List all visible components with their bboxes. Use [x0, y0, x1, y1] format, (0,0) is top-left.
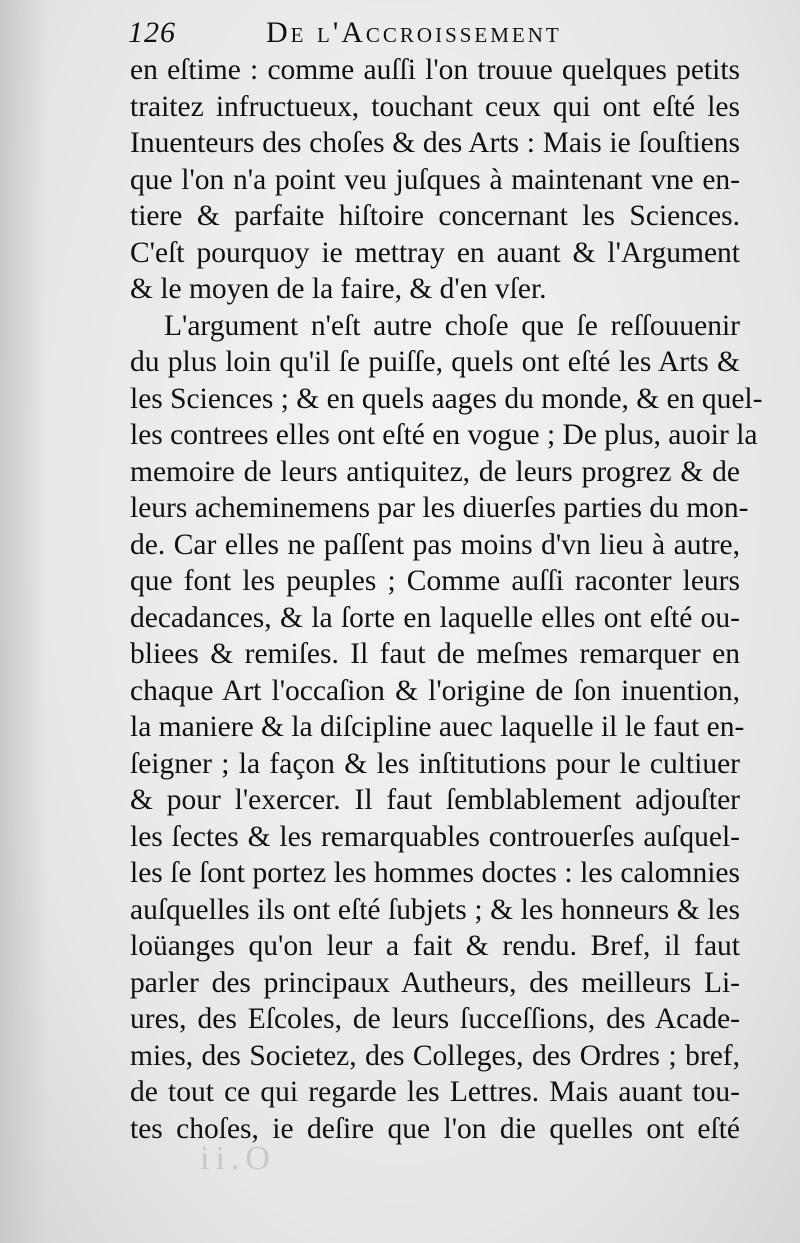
text-line: mies, des Societez, des Colleges, des Ordres ; bref, [130, 1039, 740, 1072]
text-line: traitez infructueux, touchant ceux qui ont eſté les [130, 90, 740, 123]
text-line: tes choſes, ie deſire que l'on die quelles ont eſté [130, 1112, 740, 1145]
text-line: que l'on n'a point veu juſques à maintenant vne en- [130, 163, 740, 196]
text-line: les contrees elles ont eſté en vogue ; De plus, auoir la [130, 419, 758, 451]
text-line: que font les peuples ; Comme auſſi raconter leurs [130, 565, 740, 597]
text-line: & pour l'exercer. Il faut ſemblablement adjouſter [130, 784, 740, 816]
text-line: la maniere & la diſcipline auec laquelle il le faut en- [130, 711, 745, 743]
text-line: chaque Art l'occaſion & l'origine de ſon inuention, [130, 674, 740, 707]
body-text [130, 52, 763, 1147]
text-line: ures, des Eſcoles, de leurs ſucceſſions, des Acade- [130, 1003, 740, 1035]
paragraph-first-line: L'argument n'eſt autre choſe que ſe reſſouuenir [164, 309, 740, 342]
text-line: ſeigner ; la façon & les inſtitutions pour le cultiuer [130, 747, 740, 780]
text-line: tiere & parfaite hiſtoire concernant les Sciences. [130, 200, 740, 232]
text-line: de tout ce qui regarde les Lettres. Mais auant tou- [130, 1076, 740, 1108]
text-line: C'eſt pourquoy ie mettray en auant & l'Argument [130, 236, 740, 269]
text-line: loüanges qu'on leur a fait & rendu. Bref, il faut [130, 930, 740, 962]
text-line: auſquelles ils ont eſté ſubjets ; & les honneurs & les [130, 893, 740, 926]
text-line: decadances, & la ſorte en laquelle elles ont eſté ou- [130, 601, 740, 634]
text-line: leurs acheminemens par les diuerſes parties du mon- [130, 492, 749, 524]
text-line: du plus loin qu'il ſe puiſſe, quels ont eſté les Arts & [130, 346, 740, 378]
text-line: parler des principaux Autheurs, des meilleurs Li- [130, 966, 740, 999]
text-line: memoire de leurs antiquitez, de leurs progrez & de [130, 455, 740, 488]
gutter-shadow [0, 0, 48, 1243]
running-head: De l'Accroissement [266, 16, 562, 49]
text-line: en eſtime : comme auſſi l'on trouue quelques petits [130, 54, 740, 86]
text-line: les ſe ſont portez les hommes doctes : les calomnies [130, 857, 740, 889]
page-number: 126 [128, 16, 176, 49]
page-header [128, 16, 768, 56]
text-line: & le moyen de la faire, & d'en vſer. [130, 273, 547, 305]
bleed-through-mark: ii.O [200, 1140, 276, 1177]
text-line: les ſectes & les remarquables controuerſes auſquel- [130, 820, 740, 853]
text-line: de. Car elles ne paſſent pas moins d'vn lieu à autre, [130, 528, 740, 561]
text-line: bliees & remiſes. Il faut de meſmes remarquer en [130, 638, 740, 670]
text-line: les Sciences ; & en quels aages du monde, & en quel- [130, 382, 763, 415]
text-line: Inuenteurs des choſes & des Arts : Mais ie ſouſtiens [130, 127, 740, 159]
